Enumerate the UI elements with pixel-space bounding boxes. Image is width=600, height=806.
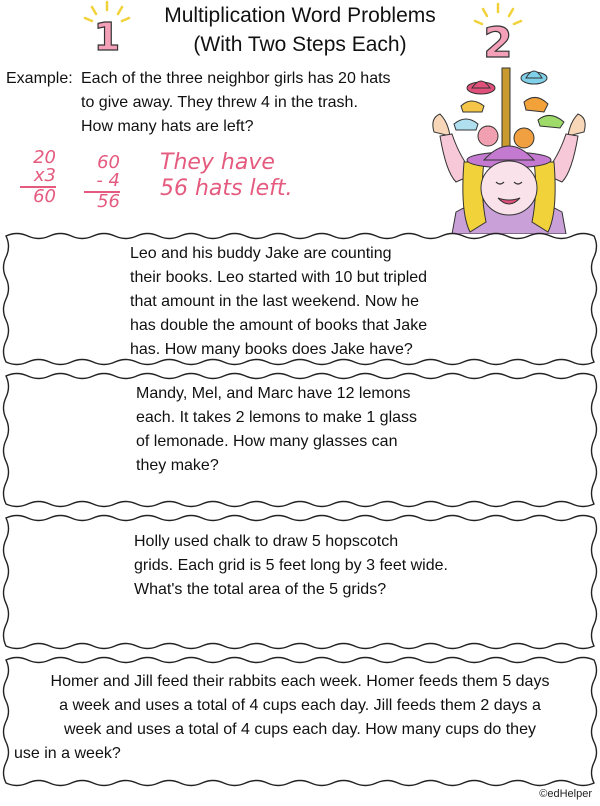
copyright-notice: ©edHelper (539, 788, 592, 800)
problem-text (0, 670, 600, 766)
problem-line: use in a week? (14, 745, 121, 762)
problem-line: their books. Leo started with 10 but tripled (130, 269, 428, 286)
work-multiply-op: x3 (33, 165, 56, 186)
problem-box-2 (0, 370, 600, 510)
work-multiply-result: 60 (20, 186, 56, 206)
problem-line: Mandy, Mel, and Marc have 12 lemons (136, 385, 411, 402)
problem-box-1 (0, 230, 600, 368)
problem-box-4 (0, 654, 600, 789)
example-line: How many hats are left? (81, 118, 254, 135)
number-two-badge-icon (470, 2, 526, 62)
work-multiply-top: 20 (33, 147, 56, 168)
problem-line: they make? (136, 457, 219, 474)
problem-line: a week and uses a total of 4 cups each day. Jill feeds them 2 days a (59, 697, 541, 714)
problem-line: has. How many books does Jake have? (130, 341, 413, 358)
problem-line: Homer and Jill feed their rabbits each week. Homer feeds them 5 days (50, 673, 550, 690)
work-subtract-op: - 4 (96, 170, 120, 191)
problem-text (136, 382, 417, 478)
problem-line: each. It takes 2 lemons to make 1 glass (136, 409, 418, 426)
example-answer-line1: They have (160, 150, 275, 175)
problem-line: Leo and his buddy Jake are counting (130, 245, 392, 262)
worksheet-subtitle: (With Two Steps Each) (193, 33, 407, 56)
girl-with-hats-illustration (426, 62, 592, 234)
example-line: Each of the three neighbor girls has 20 hats (81, 70, 391, 87)
example-label: Example: (6, 70, 73, 87)
example-multiplication-work (20, 149, 56, 206)
badge-left-number: 1 (93, 15, 121, 56)
problem-line: What's the total area of the 5 grids? (134, 581, 387, 598)
problem-line: week and uses a total of 4 cups each day. How many cups do they (64, 721, 536, 738)
problem-line: that amount in the last weekend. Now he (130, 293, 420, 310)
badge-right-number: 2 (483, 18, 513, 62)
example-answer (160, 150, 293, 202)
problem-line: has double the amount of books that Jake (130, 317, 428, 334)
worksheet-title: Multiplication Word Problems (164, 4, 436, 27)
problem-line: grids. Each grid is 5 feet long by 3 feet wide. (134, 557, 448, 574)
example-line: to give away. They threw 4 in the trash. (81, 94, 358, 111)
problem-text (130, 242, 427, 362)
number-one-badge-icon (82, 0, 132, 56)
problem-box-3 (0, 512, 600, 652)
work-subtract-top: 60 (97, 152, 120, 173)
problem-line: of lemonade. How many glasses can (136, 433, 398, 450)
problem-line: Holly used chalk to draw 5 hopscotch (134, 533, 399, 550)
problem-text (134, 530, 448, 602)
example-answer-line2: 56 hats left. (160, 176, 293, 201)
work-subtract-result: 56 (84, 191, 120, 211)
example-subtraction-work (84, 154, 120, 211)
